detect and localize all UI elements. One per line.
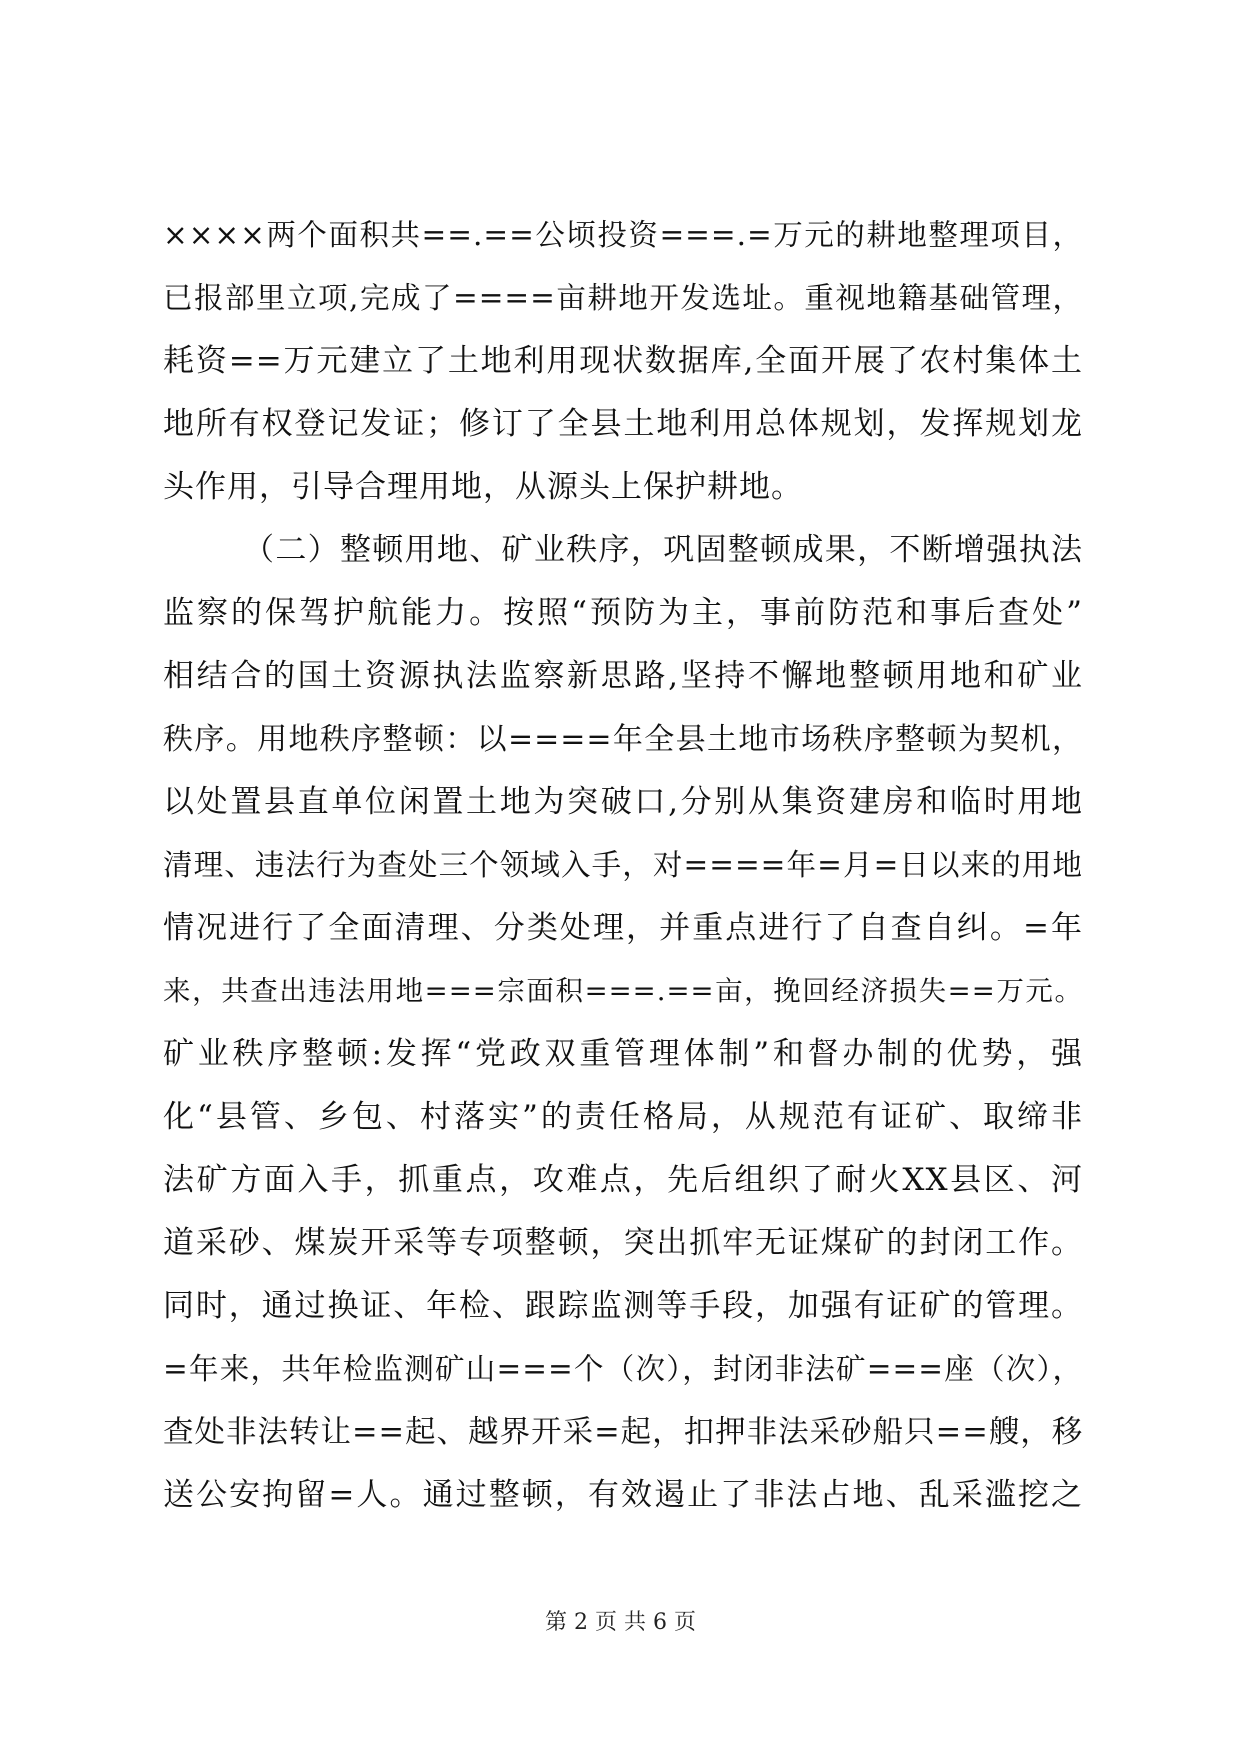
paragraph-1 bbox=[163, 204, 1083, 519]
text-line: 来，共查出违法用地===宗面积===.==亩，挽回经济损失==万元。 bbox=[163, 975, 1083, 1007]
text-line: 道采砂、煤炭开采等专项整顿，突出抓牢无证煤矿的封闭工作。 bbox=[163, 1225, 1083, 1261]
text-line: 相结合的国土资源执法监察新思路,坚持不懈地整顿用地和矿业 bbox=[163, 658, 1083, 694]
text-line: 化“县管、乡包、村落实”的责任格局，从规范有证矿、取缔非 bbox=[163, 1099, 1083, 1135]
text-line: 头作用，引导合理用地，从源头上保护耕地。 bbox=[163, 469, 803, 505]
text-line: 法矿方面入手，抓重点，攻难点，先后组织了耐火XX县区、河 bbox=[163, 1162, 1083, 1198]
text-line: 情况进行了全面清理、分类处理，并重点进行了自查自纠。=年 bbox=[163, 910, 1083, 946]
text-line: 耗资==万元建立了土地利用现状数据库,全面开展了农村集体土 bbox=[163, 343, 1083, 379]
text-line: 秩序。用地秩序整顿：以====年全县土地市场秩序整顿为契机， bbox=[163, 722, 1083, 757]
body-text bbox=[163, 204, 1083, 1527]
text-line: 送公安拘留=人。通过整顿，有效遏止了非法占地、乱采滥挖之 bbox=[163, 1477, 1083, 1513]
text-line: （二）整顿用地、矿业秩序，巩固整顿成果，不断增强执法 bbox=[243, 532, 1083, 568]
text-line: =年来，共年检监测矿山===个（次），封闭非法矿===座（次）， bbox=[163, 1352, 1083, 1386]
text-line: 以处置县直单位闲置土地为突破口,分别从集资建房和临时用地 bbox=[163, 784, 1083, 820]
text-line: 清理、违法行为查处三个领域入手，对====年=月=日以来的用地 bbox=[163, 848, 1083, 882]
paragraph-2 bbox=[163, 519, 1083, 1527]
text-line: 已报部里立项,完成了====亩耕地开发选址。重视地籍基础管理， bbox=[163, 281, 1083, 315]
page-number-footer: 第 2 页 共 6 页 bbox=[545, 1610, 696, 1635]
text-line: 矿业秩序整顿:发挥“党政双重管理体制”和督办制的优势，强 bbox=[163, 1036, 1083, 1072]
text-line: 监察的保驾护航能力。按照“预防为主，事前防范和事后查处” bbox=[163, 595, 1083, 631]
text-line: 同时，通过换证、年检、跟踪监测等手段，加强有证矿的管理。 bbox=[163, 1288, 1083, 1324]
text-line: 地所有权登记发证；修订了全县土地利用总体规划，发挥规划龙 bbox=[163, 406, 1083, 442]
text-line: 查处非法转让==起、越界开采=起，扣押非法采砂船只==艘，移 bbox=[163, 1415, 1084, 1450]
text-line: ××××两个面积共==.==公顷投资===.=万元的耕地整理项目， bbox=[163, 218, 1083, 252]
